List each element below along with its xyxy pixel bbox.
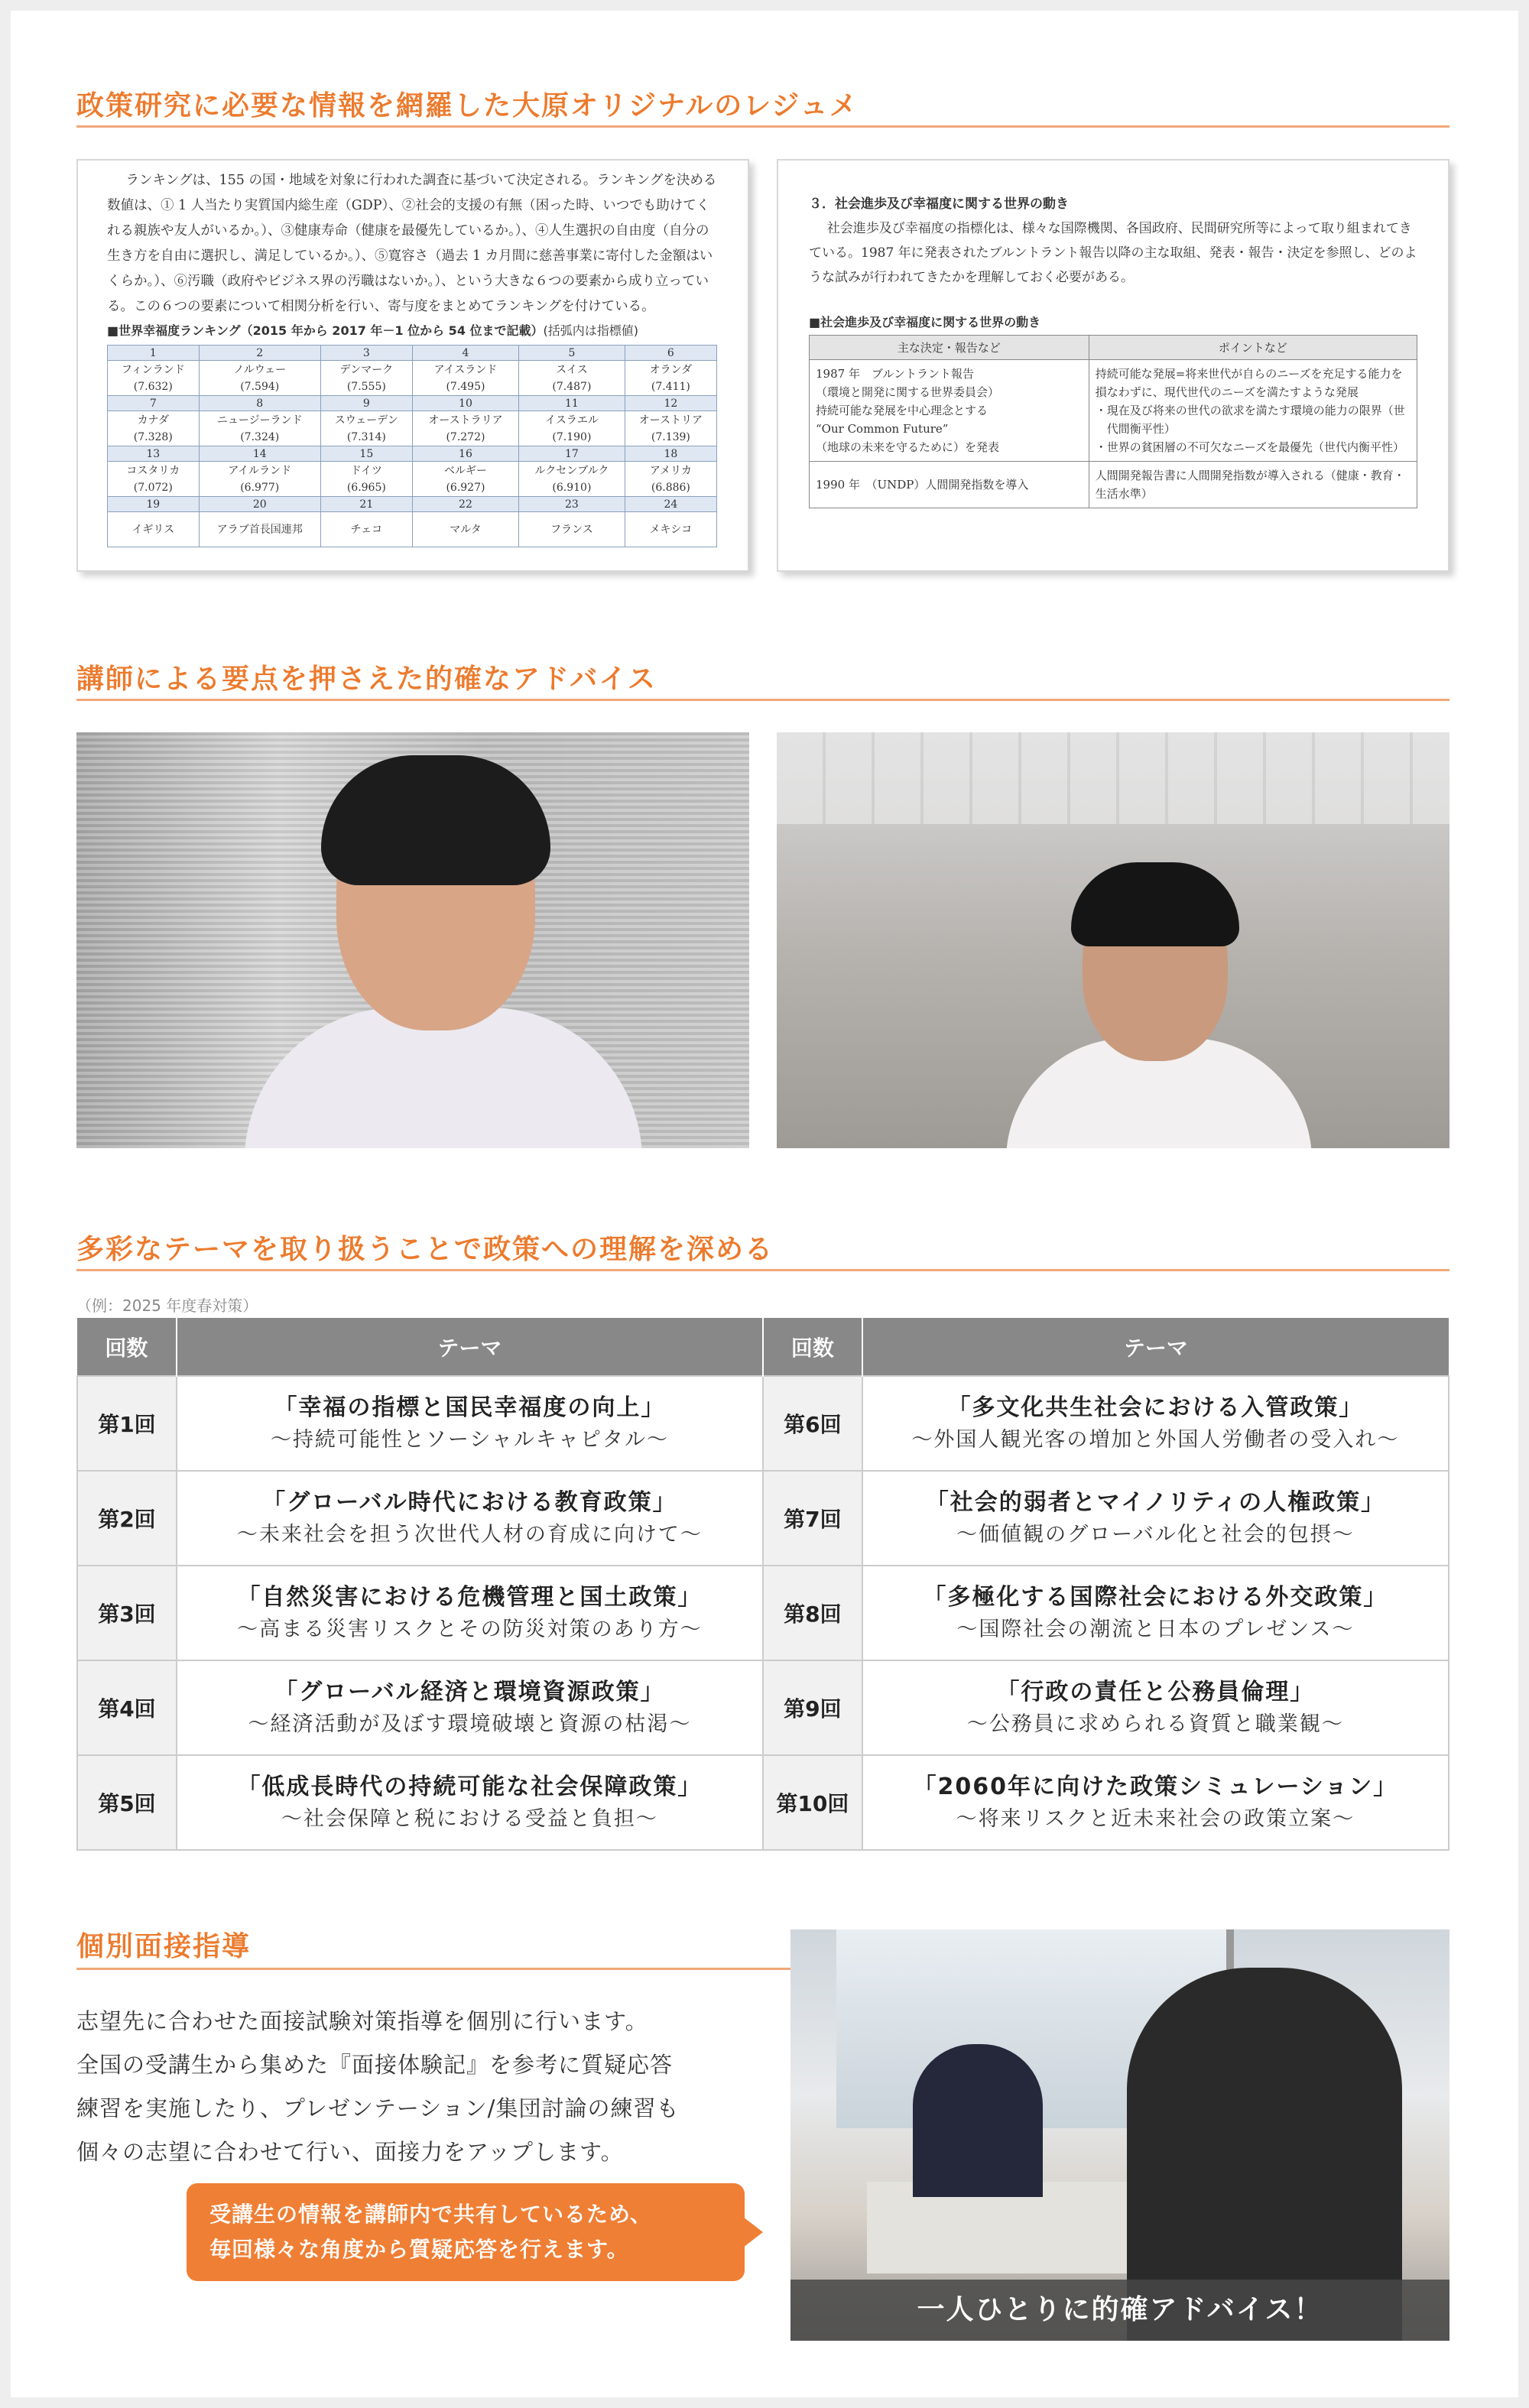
rank-country: オーストラリア (7.272) [412, 411, 518, 446]
header-theme-right: テーマ [862, 1318, 1449, 1376]
themes-table [76, 1318, 1449, 1851]
session-theme: 「自然災害における危機管理と国土政策」 ～高まる災害リスクとその防災対策のあり方～ [177, 1566, 763, 1660]
session-number: 第3回 [77, 1566, 177, 1660]
advice-section-title: 講師による要点を押さえた的確なアドバイス [76, 664, 657, 695]
rank-number: 3 [320, 346, 412, 361]
session-theme: 「低成長時代の持続可能な社会保障政策」 ～社会保障と税における受益と負担～ [177, 1755, 763, 1850]
rank-country: オーストリア (7.139) [625, 411, 716, 446]
session-number: 第5回 [77, 1755, 177, 1850]
rank-number: 12 [625, 396, 716, 411]
rank-country: アイルランド (6.977) [199, 462, 320, 497]
rank-number: 6 [625, 346, 716, 361]
rank-number: 2 [199, 346, 320, 361]
interview-photo-caption: 一人ひとりに的確アドバイス！ [790, 2280, 1449, 2341]
rank-country: スウェーデン (7.314) [320, 411, 412, 446]
info-sharing-bubble: 受講生の情報を講師内で共有しているため、 毎回様々な角度から質疑応答を行えます。 [187, 2183, 745, 2281]
session-theme: 「2060年に向けた政策シミュレーション」 ～将来リスクと近未来社会の政策立案～ [862, 1755, 1449, 1850]
session-theme: 「多文化共生社会における入管政策」 ～外国人観光客の増加と外国人労働者の受入れ～ [862, 1376, 1449, 1471]
rank-country: ルクセンブルク (6.910) [519, 462, 625, 497]
doc1-body: ランキングは、155 の国・地域を対象に行われた調査に基づいて決定される。ランキングを決める数値は、① 1 人当たり実質国内総生産（GDP）、②社会的支援の有無（困った時、いつでも助けてくれる親族や友人がいるか。）、③健康寿命（健康を最優先しているか。）、④人生選択の自由度（自分の生き方を自由に選択し、満足しているか。）、⑤寛容さ（過去 1 カ月間に慈善事業に寄付した金額はいくらか。）、⑥汚職（政府やビジネス界の汚職はないか。）、という大きな６つの要素から成り立っている。この６つの要素について相関分析を行い、寄与度をまとめてランキングを付けている。 [107, 173, 717, 314]
session-theme: 「グローバル時代における教育政策」 ～未来社会を担う次世代人材の育成に向けて～ [177, 1471, 763, 1566]
doc1-table-caption: ■世界幸福度ランキング（2015 年から 2017 年－1 位から 54 位まで記載）(括弧内は指標値) [107, 323, 639, 338]
doc2-table-caption: ■社会進歩及び幸福度に関する世界の動き [809, 315, 1041, 329]
session-theme: 「社会的弱者とマイノリティの人権政策」 ～価値観のグローバル化と社会的包摂～ [862, 1471, 1449, 1566]
rank-country: フィンランド (7.632) [108, 361, 200, 396]
world-row2-right: 人間開発報告書に人間開発指数が導入される（健康・教育・生活水準） [1089, 462, 1417, 508]
rank-number: 5 [519, 346, 625, 361]
rank-number: 24 [625, 497, 716, 512]
theme-row [77, 1755, 1449, 1850]
rank-number: 18 [625, 446, 716, 462]
rank-number: 8 [199, 396, 320, 411]
rank-country: マルタ [412, 512, 518, 547]
instructor-photo-2 [777, 732, 1449, 1148]
rank-number: 1 [108, 346, 200, 361]
advice-section-rule [76, 699, 1449, 701]
rank-number: 10 [412, 396, 518, 411]
world-col-points: ポイントなど [1089, 336, 1417, 360]
rank-number: 17 [519, 446, 625, 462]
session-number: 第7回 [763, 1471, 862, 1566]
rank-number: 11 [519, 396, 625, 411]
rank-number: 23 [519, 497, 625, 512]
doc2-body: 社会進歩及び幸福度の指標化は、様々な国際機関、各国政府、民間研究所等によって取り組まれてきている。1987 年に発表されたブルントラント報告以降の主な取組、発表・報告・決定を参照し、どのような試みが行われてきたかを理解しておく必要がある。 [809, 221, 1417, 285]
interview-section-rule [76, 1968, 790, 1970]
rank-country: フランス [519, 512, 625, 547]
session-number: 第9回 [763, 1660, 862, 1755]
rank-number: 9 [320, 396, 412, 411]
session-theme: 「行政の責任と公務員倫理」 ～公務員に求められる資質と職業観～ [862, 1660, 1449, 1755]
rank-country: チェコ [320, 512, 412, 547]
session-theme: 「グローバル経済と環境資源政策」 ～経済活動が及ぼす環境破壊と資源の枯渇～ [177, 1660, 763, 1755]
session-number: 第8回 [763, 1566, 862, 1660]
themes-section-rule [76, 1269, 1449, 1271]
doc2-heading: ３．社会進歩及び幸福度に関する世界の動き [809, 196, 1069, 212]
instructor-photo-1 [76, 732, 749, 1148]
rank-number: 19 [108, 497, 200, 512]
rank-country: デンマーク (7.555) [320, 361, 412, 396]
world-row1-right: 持続可能な発展=将来世代が自らのニーズを充足する能力を損なわずに、現代世代のニーズを満たすような発展 ・現在及び将来の世代の欲求を満たす環境の能力の限界（世代間衡平性） ・世界の貧困層の不可欠なニーズを最優先（世代内衡平性） [1089, 360, 1417, 462]
session-number: 第10回 [763, 1755, 862, 1850]
session-theme: 「幸福の指標と国民幸福度の向上」 ～持続可能性とソーシャルキャピタル～ [177, 1376, 763, 1471]
rank-number: 14 [199, 446, 320, 462]
rank-number: 13 [108, 446, 200, 462]
rank-country: ドイツ (6.965) [320, 462, 412, 497]
bubble-tail [743, 2217, 763, 2247]
resume-document-world-trends [777, 159, 1449, 572]
theme-row [77, 1376, 1449, 1471]
rank-number: 22 [412, 497, 518, 512]
world-col-decision: 主な決定・報告など [810, 336, 1089, 360]
interview-photo [790, 1929, 1449, 2341]
theme-row [77, 1471, 1449, 1566]
session-theme: 「多極化する国際社会における外交政策」 ～国際社会の潮流と日本のプレゼンス～ [862, 1566, 1449, 1660]
rank-country: ニュージーランド (7.324) [199, 411, 320, 446]
interview-section-title: 個別面接指導 [76, 1931, 252, 1962]
rank-country: イスラエル (7.190) [519, 411, 625, 446]
resume-section-rule [76, 125, 1449, 128]
page [11, 11, 1518, 2397]
happiness-ranking-table [107, 345, 717, 547]
theme-row [77, 1660, 1449, 1755]
world-trends-table [809, 335, 1417, 508]
rank-country: アイスランド (7.495) [412, 361, 518, 396]
theme-row [77, 1566, 1449, 1660]
world-row2-left: 1990 年 （UNDP）人間開発指数を導入 [810, 462, 1089, 508]
rank-country: ノルウェー (7.594) [199, 361, 320, 396]
resume-section-title: 政策研究に必要な情報を網羅した大原オリジナルのレジュメ [76, 90, 859, 122]
rank-country: オランダ (7.411) [625, 361, 716, 396]
session-number: 第1回 [77, 1376, 177, 1471]
rank-number: 7 [108, 396, 200, 411]
rank-country: イギリス [108, 512, 200, 547]
rank-country: スイス (7.487) [519, 361, 625, 396]
rank-country: コスタリカ (7.072) [108, 462, 200, 497]
rank-number: 15 [320, 446, 412, 462]
session-number: 第4回 [77, 1660, 177, 1755]
themes-section-title: 多彩なテーマを取り扱うことで政策への理解を深める [76, 1234, 774, 1265]
header-no-right: 回数 [763, 1318, 862, 1376]
header-no-left: 回数 [77, 1318, 177, 1376]
themes-note: （例：2025 年度春対策） [76, 1296, 258, 1315]
rank-country: アメリカ (6.886) [625, 462, 716, 497]
world-row1-left: 1987 年 ブルントラント報告 （環境と開発に関する世界委員会） 持続可能な発展を中心理念とする “Our Common Future” （地球の未来を守るために）を発表 [810, 360, 1089, 462]
rank-number: 21 [320, 497, 412, 512]
session-number: 第6回 [763, 1376, 862, 1471]
session-number: 第2回 [77, 1471, 177, 1566]
rank-country: メキシコ [625, 512, 716, 547]
rank-country: ベルギー (6.927) [412, 462, 518, 497]
rank-number: 16 [412, 446, 518, 462]
rank-number: 4 [412, 346, 518, 361]
rank-country: カナダ (7.328) [108, 411, 200, 446]
header-theme-left: テーマ [177, 1318, 763, 1376]
interview-description: 志望先に合わせた面接試験対策指導を個別に行います。 全国の受講生から集めた『面接体験記』を参考に質疑応答 練習を実施したり、プレゼンテーション/集団討論の練習も 個々の志望に合わせて行い、面接力をアップします。 [76, 2008, 680, 2165]
resume-document-happiness [76, 159, 749, 572]
rank-number: 20 [199, 497, 320, 512]
rank-country: アラブ首長国連邦 [199, 512, 320, 547]
